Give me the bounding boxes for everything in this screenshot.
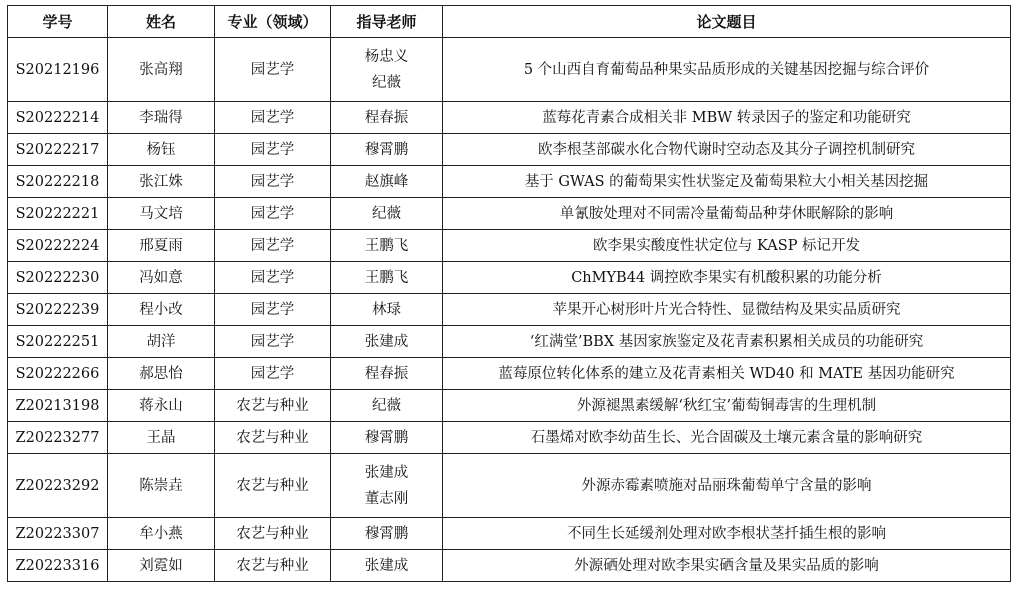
advisor-cell	[331, 38, 443, 102]
thesis-title-cell: 欧李根茎部碳水化合物代谢时空动态及其分子调控机制研究	[443, 134, 1011, 166]
table-row	[8, 518, 1011, 550]
student-name-cell: 马文培	[108, 198, 215, 230]
major-cell: 园艺学	[215, 166, 331, 198]
student-id-cell: S20222221	[8, 198, 108, 230]
thesis-title-cell: 不同生长延缓剂处理对欧李根状茎扦插生根的影响	[443, 518, 1011, 550]
student-id-cell: S20222214	[8, 102, 108, 134]
student-id-cell: S20222251	[8, 326, 108, 358]
thesis-title-cell: 苹果开心树形叶片光合特性、显微结构及果实品质研究	[443, 294, 1011, 326]
advisor-cell	[331, 262, 443, 294]
advisor-cell	[331, 422, 443, 454]
major-cell: 园艺学	[215, 358, 331, 390]
table-row	[8, 38, 1011, 102]
student-name-cell: 刘霓如	[108, 550, 215, 582]
major-cell: 园艺学	[215, 230, 331, 262]
student-name-cell: 陈崇垚	[108, 454, 215, 518]
student-name-cell: 牟小燕	[108, 518, 215, 550]
advisor-name: 林琭	[372, 301, 401, 318]
student-id-cell: S20222224	[8, 230, 108, 262]
advisor-name: 穆霄鹏	[364, 429, 409, 446]
student-name-cell: 蒋永山	[108, 390, 215, 422]
student-id-cell: Z20223277	[8, 422, 108, 454]
table-row	[8, 454, 1011, 518]
student-id-cell: S20222230	[8, 262, 108, 294]
advisor-name: 纪薇	[372, 205, 401, 222]
advisor-cell	[331, 550, 443, 582]
table-row	[8, 294, 1011, 326]
table-row	[8, 390, 1011, 422]
advisor-cell	[331, 518, 443, 550]
major-cell: 园艺学	[215, 134, 331, 166]
thesis-title-cell: 基于 GWAS 的葡萄果实性状鉴定及葡萄果粒大小相关基因挖掘	[443, 166, 1011, 198]
advisor-name: 程春振	[364, 109, 409, 126]
student-id-cell: Z20223307	[8, 518, 108, 550]
header-thesis-title: 论文题目	[443, 6, 1011, 38]
advisor-name: 赵旗峰	[364, 173, 409, 190]
student-id-cell: Z20223316	[8, 550, 108, 582]
table-row	[8, 102, 1011, 134]
table-row	[8, 326, 1011, 358]
table-row	[8, 550, 1011, 582]
advisor-cell	[331, 326, 443, 358]
advisor-name: 杨忠义	[364, 48, 409, 65]
advisor-cell	[331, 454, 443, 518]
thesis-title-cell: 蓝莓花青素合成相关非 MBW 转录因子的鉴定和功能研究	[443, 102, 1011, 134]
major-cell: 农艺与种业	[215, 422, 331, 454]
table-row	[8, 198, 1011, 230]
thesis-title-cell: 单氰胺处理对不同需冷量葡萄品种芽休眠解除的影响	[443, 198, 1011, 230]
advisor-cell	[331, 102, 443, 134]
advisor-name: 穆霄鹏	[364, 141, 409, 158]
advisor-name: 王鹏飞	[364, 269, 409, 286]
table-row	[8, 166, 1011, 198]
header-major: 专业（领域）	[215, 6, 331, 38]
major-cell: 农艺与种业	[215, 550, 331, 582]
table-row	[8, 134, 1011, 166]
student-name-cell: 李瑞得	[108, 102, 215, 134]
table-row	[8, 262, 1011, 294]
advisor-name: 纪薇	[372, 397, 401, 414]
thesis-title-cell: 欧李果实酸度性状定位与 KASP 标记开发	[443, 230, 1011, 262]
student-name-cell: 胡洋	[108, 326, 215, 358]
thesis-title-cell: 石墨烯对欧李幼苗生长、光合固碳及土壤元素含量的影响研究	[443, 422, 1011, 454]
major-cell: 园艺学	[215, 38, 331, 102]
thesis-title-cell: 5 个山西自育葡萄品种果实品质形成的关键基因挖掘与综合评价	[443, 38, 1011, 102]
major-cell: 园艺学	[215, 262, 331, 294]
student-name-cell: 杨钰	[108, 134, 215, 166]
student-id-cell: S20222239	[8, 294, 108, 326]
student-name-cell: 张江姝	[108, 166, 215, 198]
major-cell: 园艺学	[215, 198, 331, 230]
student-name-cell: 冯如意	[108, 262, 215, 294]
table-body	[8, 38, 1011, 582]
header-student-id: 学号	[8, 6, 108, 38]
student-id-cell: S20222266	[8, 358, 108, 390]
major-cell: 园艺学	[215, 294, 331, 326]
advisor-name: 程春振	[364, 365, 409, 382]
student-id-cell: S20222217	[8, 134, 108, 166]
thesis-title-cell: 外源赤霉素喷施对品丽珠葡萄单宁含量的影响	[443, 454, 1011, 518]
student-id-cell: S20212196	[8, 38, 108, 102]
student-name-cell: 王晶	[108, 422, 215, 454]
student-name-cell: 张高翔	[108, 38, 215, 102]
thesis-title-cell: 外源硒处理对欧李果实硒含量及果实品质的影响	[443, 550, 1011, 582]
thesis-table	[7, 5, 1011, 582]
thesis-title-cell: 蓝莓原位转化体系的建立及花青素相关 WD40 和 MATE 基因功能研究	[443, 358, 1011, 390]
major-cell: 园艺学	[215, 326, 331, 358]
major-cell: 园艺学	[215, 102, 331, 134]
major-cell: 农艺与种业	[215, 518, 331, 550]
table-row	[8, 358, 1011, 390]
advisor-cell	[331, 230, 443, 262]
advisor-name: 穆霄鹏	[364, 525, 409, 542]
header-advisor: 指导老师	[331, 6, 443, 38]
advisor-cell	[331, 198, 443, 230]
student-id-cell: Z20223292	[8, 454, 108, 518]
advisor-cell	[331, 166, 443, 198]
advisor-cell	[331, 358, 443, 390]
advisor-cell	[331, 390, 443, 422]
advisor-name: 王鹏飞	[364, 237, 409, 254]
table-row	[8, 230, 1011, 262]
advisor-name: 张建成	[364, 333, 409, 350]
advisor-name: 张建成	[364, 557, 409, 574]
student-name-cell: 邢夏雨	[108, 230, 215, 262]
advisor-name: 董志刚	[364, 490, 409, 507]
major-cell: 农艺与种业	[215, 390, 331, 422]
advisor-name: 张建成	[364, 464, 409, 481]
thesis-title-cell: ChMYB44 调控欧李果实有机酸积累的功能分析	[443, 262, 1011, 294]
thesis-title-cell: 外源褪黑素缓解‘秋红宝’葡萄铜毒害的生理机制	[443, 390, 1011, 422]
advisor-cell	[331, 134, 443, 166]
student-name-cell: 郝思怡	[108, 358, 215, 390]
header-row	[8, 6, 1011, 38]
table-row	[8, 422, 1011, 454]
header-name: 姓名	[108, 6, 215, 38]
student-name-cell: 程小改	[108, 294, 215, 326]
thesis-title-cell: ‘红满堂’BBX 基因家族鉴定及花青素积累相关成员的功能研究	[443, 326, 1011, 358]
advisor-cell	[331, 294, 443, 326]
student-id-cell: S20222218	[8, 166, 108, 198]
student-id-cell: Z20213198	[8, 390, 108, 422]
major-cell: 农艺与种业	[215, 454, 331, 518]
advisor-name: 纪薇	[372, 74, 401, 91]
